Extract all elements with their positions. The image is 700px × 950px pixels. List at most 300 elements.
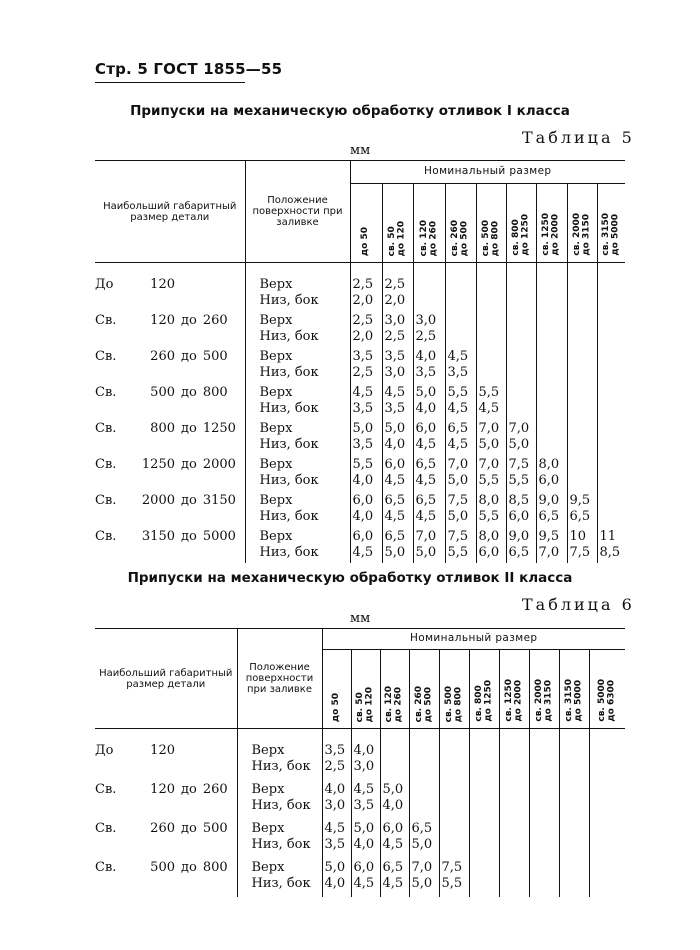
position-cell bbox=[245, 419, 350, 455]
allowance-bottom: 8,5 bbox=[599, 545, 621, 560]
position-bottom: Низ, бок bbox=[251, 798, 311, 813]
allowance-top: 8,5 bbox=[508, 493, 530, 508]
allowance-bottom: 5,5 bbox=[478, 473, 500, 488]
allowance-cell bbox=[567, 383, 597, 419]
allowance-top: 4,5 bbox=[353, 782, 375, 797]
allowance-cell bbox=[445, 527, 476, 563]
allowance-cell bbox=[350, 527, 382, 563]
allowance-top: 11 bbox=[599, 529, 617, 544]
allowance-top: 6,0 bbox=[352, 529, 374, 544]
allowance-bottom: 4,5 bbox=[447, 401, 469, 416]
allowance-bottom: 6,0 bbox=[478, 545, 500, 560]
size-prefix: Св. bbox=[95, 313, 117, 328]
allowance-cell bbox=[413, 383, 445, 419]
allowance-top: 3,5 bbox=[324, 743, 346, 758]
allowance-bottom: 6,5 bbox=[569, 509, 591, 524]
allowance-cell bbox=[380, 819, 409, 858]
size-column-header bbox=[322, 650, 351, 729]
allowance-bottom: 4,5 bbox=[352, 545, 374, 560]
allowance-bottom: 5,5 bbox=[478, 509, 500, 524]
size-column-label: св. 5000 до 6300 bbox=[596, 679, 617, 722]
allowance-bottom: 4,0 bbox=[415, 401, 437, 416]
allowance-cell bbox=[351, 729, 380, 781]
size-prefix: Св. bbox=[95, 421, 117, 436]
allowance-cell bbox=[409, 729, 439, 781]
allowance-cell bbox=[597, 347, 625, 383]
allowance-top: 7,5 bbox=[441, 860, 463, 875]
allowance-bottom: 3,0 bbox=[384, 365, 406, 380]
allowance-cell bbox=[499, 780, 529, 819]
size-column-label: св. 3150 до 5000 bbox=[600, 213, 621, 256]
position-bottom: Низ, бок bbox=[259, 509, 319, 524]
size-column-header bbox=[559, 650, 589, 729]
allowance-cell bbox=[597, 263, 625, 312]
allowance-top: 7,0 bbox=[415, 529, 437, 544]
size-column-header bbox=[439, 650, 469, 729]
size-column-header bbox=[445, 184, 476, 263]
allowance-cell bbox=[476, 263, 506, 312]
allowance-cell bbox=[567, 311, 597, 347]
allowance-top: 4,0 bbox=[353, 743, 375, 758]
size-to: 260 bbox=[202, 782, 228, 797]
allowance-cell bbox=[567, 263, 597, 312]
position-top: Верх bbox=[259, 385, 293, 400]
size-sep: до bbox=[181, 349, 197, 364]
size-sep: до bbox=[181, 457, 197, 472]
allowance-cell bbox=[559, 858, 589, 897]
allowance-bottom: 3,5 bbox=[352, 437, 374, 452]
allowance-bottom: 3,0 bbox=[353, 759, 375, 774]
size-to: 260 bbox=[202, 313, 228, 328]
allowance-cell bbox=[382, 491, 413, 527]
allowance-bottom: 5,0 bbox=[447, 473, 469, 488]
allowance-bottom: 2,5 bbox=[415, 329, 437, 344]
allowance-top: 9,5 bbox=[569, 493, 591, 508]
allowance-top: 5,5 bbox=[447, 385, 469, 400]
position-cell bbox=[245, 383, 350, 419]
size-prefix: Св. bbox=[95, 457, 117, 472]
allowance-top: 5,0 bbox=[382, 782, 404, 797]
allowance-top: 3,5 bbox=[384, 349, 406, 364]
size-column-header bbox=[476, 184, 506, 263]
allowance-top: 4,0 bbox=[324, 782, 346, 797]
allowance-top: 3,0 bbox=[384, 313, 406, 328]
allowance-bottom: 4,5 bbox=[415, 437, 437, 452]
allowance-top: 6,5 bbox=[415, 493, 437, 508]
allowance-top: 2,5 bbox=[384, 277, 406, 292]
allowance-bottom: 3,5 bbox=[384, 401, 406, 416]
allowance-bottom: 5,0 bbox=[508, 437, 530, 452]
size-column-label: св. 500 до 800 bbox=[443, 685, 463, 722]
allowance-bottom: 5,0 bbox=[411, 876, 433, 891]
allowance-cell bbox=[589, 729, 625, 781]
size-prefix: Св. bbox=[95, 529, 117, 544]
allowance-cell bbox=[413, 455, 445, 491]
allowance-cell bbox=[469, 858, 499, 897]
size-prefix: Св. bbox=[95, 860, 117, 875]
table5-label: Таблица 5 bbox=[522, 128, 635, 147]
allowance-bottom: 4,5 bbox=[384, 473, 406, 488]
allowance-cell bbox=[469, 729, 499, 781]
allowance-bottom: 4,0 bbox=[352, 509, 374, 524]
col-header-nominal-size: Номинальный размер bbox=[350, 161, 625, 184]
table-row bbox=[95, 858, 625, 897]
allowance-bottom: 4,5 bbox=[382, 837, 404, 852]
size-prefix: Св. bbox=[95, 385, 117, 400]
size-from: 800 bbox=[150, 421, 175, 436]
max-size-cell bbox=[95, 263, 245, 312]
allowance-bottom: 5,0 bbox=[447, 509, 469, 524]
allowance-cell bbox=[529, 858, 559, 897]
allowance-cell bbox=[506, 347, 536, 383]
position-cell bbox=[237, 780, 322, 819]
allowance-bottom: 3,5 bbox=[353, 798, 375, 813]
allowance-bottom: 5,0 bbox=[478, 437, 500, 452]
size-column-header bbox=[589, 650, 625, 729]
allowance-cell bbox=[499, 858, 529, 897]
allowance-bottom: 2,0 bbox=[352, 329, 374, 344]
position-cell bbox=[245, 311, 350, 347]
allowance-top: 5,0 bbox=[353, 821, 375, 836]
allowance-top: 6,5 bbox=[384, 493, 406, 508]
position-cell bbox=[245, 527, 350, 563]
size-from: 1250 bbox=[141, 457, 175, 472]
position-cell bbox=[245, 455, 350, 491]
max-size-cell bbox=[95, 455, 245, 491]
allowance-top: 5,5 bbox=[352, 457, 374, 472]
max-size-cell bbox=[95, 729, 237, 781]
allowance-cell bbox=[382, 383, 413, 419]
allowance-cell bbox=[536, 419, 567, 455]
allowance-cell bbox=[439, 780, 469, 819]
size-column-label: св. 2000 до 3150 bbox=[571, 213, 591, 256]
table6-unit: мм bbox=[350, 611, 371, 626]
max-size-cell bbox=[95, 780, 237, 819]
allowance-cell bbox=[322, 819, 351, 858]
allowance-cell bbox=[597, 527, 625, 563]
position-bottom: Низ, бок bbox=[259, 329, 319, 344]
position-top: Верх bbox=[259, 493, 293, 508]
max-size-cell bbox=[95, 347, 245, 383]
position-top: Верх bbox=[251, 782, 285, 797]
allowance-bottom: 4,0 bbox=[352, 473, 374, 488]
allowance-cell bbox=[350, 419, 382, 455]
allowance-cell bbox=[567, 419, 597, 455]
table-row bbox=[95, 729, 625, 781]
allowance-top: 5,0 bbox=[324, 860, 346, 875]
position-top: Верх bbox=[259, 313, 293, 328]
allowance-cell bbox=[351, 858, 380, 897]
allowance-top: 4,5 bbox=[352, 385, 374, 400]
allowance-cell bbox=[559, 780, 589, 819]
allowance-cell bbox=[476, 383, 506, 419]
allowance-top: 2,5 bbox=[352, 277, 374, 292]
size-column-label: св. 1250 до 2000 bbox=[541, 213, 561, 256]
allowance-cell bbox=[536, 347, 567, 383]
size-from: 3150 bbox=[141, 529, 175, 544]
allowance-cell bbox=[476, 311, 506, 347]
table-row bbox=[95, 383, 625, 419]
allowance-bottom: 4,5 bbox=[447, 437, 469, 452]
allowance-cell bbox=[445, 311, 476, 347]
allowance-top: 4,5 bbox=[384, 385, 406, 400]
max-size-cell bbox=[95, 819, 237, 858]
size-to: 5000 bbox=[202, 529, 236, 544]
allowance-cell bbox=[413, 263, 445, 312]
position-bottom: Низ, бок bbox=[259, 545, 319, 560]
allowance-bottom: 5,0 bbox=[384, 545, 406, 560]
size-from: 120 bbox=[150, 782, 175, 797]
allowance-cell bbox=[476, 347, 506, 383]
allowance-cell bbox=[559, 819, 589, 858]
size-column-label: св. 800 до 1250 bbox=[510, 214, 530, 256]
table-row bbox=[95, 491, 625, 527]
allowance-bottom: 6,5 bbox=[538, 509, 560, 524]
allowance-bottom: 5,0 bbox=[415, 545, 437, 560]
size-to: 800 bbox=[202, 385, 228, 400]
allowance-cell bbox=[445, 263, 476, 312]
table5-title: Припуски на механическую обработку отливок I класса bbox=[130, 103, 570, 119]
allowance-cell bbox=[439, 819, 469, 858]
size-to: 1250 bbox=[202, 421, 236, 436]
allowance-cell bbox=[476, 455, 506, 491]
allowance-cell bbox=[413, 491, 445, 527]
allowance-cell bbox=[536, 263, 567, 312]
allowance-cell bbox=[445, 455, 476, 491]
size-from: 260 bbox=[150, 349, 175, 364]
table-row bbox=[95, 527, 625, 563]
allowance-cell bbox=[476, 419, 506, 455]
allowance-cell bbox=[445, 491, 476, 527]
allowance-cell bbox=[536, 383, 567, 419]
size-prefix: Св. bbox=[95, 349, 117, 364]
position-top: Верх bbox=[251, 821, 285, 836]
size-sep: до bbox=[181, 421, 197, 436]
allowance-cell bbox=[439, 729, 469, 781]
allowance-top: 8,0 bbox=[478, 529, 500, 544]
allowance-bottom: 6,0 bbox=[508, 509, 530, 524]
allowance-bottom: 7,0 bbox=[538, 545, 560, 560]
position-bottom: Низ, бок bbox=[251, 759, 311, 774]
position-cell bbox=[237, 729, 322, 781]
table-row bbox=[95, 311, 625, 347]
allowance-top: 5,5 bbox=[478, 385, 500, 400]
size-column-header bbox=[597, 184, 625, 263]
allowance-bottom: 4,0 bbox=[382, 798, 404, 813]
allowance-cell bbox=[597, 419, 625, 455]
size-column-header bbox=[409, 650, 439, 729]
allowance-cell bbox=[589, 780, 625, 819]
size-column-header bbox=[382, 184, 413, 263]
allowance-top: 3,0 bbox=[415, 313, 437, 328]
allowance-cell bbox=[409, 780, 439, 819]
allowance-top: 6,0 bbox=[415, 421, 437, 436]
size-sep: до bbox=[181, 782, 197, 797]
allowance-top: 6,0 bbox=[384, 457, 406, 472]
allowance-bottom: 4,5 bbox=[382, 876, 404, 891]
allowance-top: 5,0 bbox=[384, 421, 406, 436]
table-row bbox=[95, 819, 625, 858]
allowance-top: 10 bbox=[569, 529, 587, 544]
size-prefix: Св. bbox=[95, 782, 117, 797]
max-size-cell bbox=[95, 858, 237, 897]
allowance-cell bbox=[597, 383, 625, 419]
col-header-max-size: Наибольший габаритный размер детали bbox=[95, 161, 245, 263]
allowance-cell bbox=[499, 819, 529, 858]
size-from: 260 bbox=[150, 821, 175, 836]
position-cell bbox=[245, 263, 350, 312]
size-from: 120 bbox=[150, 743, 175, 758]
allowance-cell bbox=[559, 729, 589, 781]
allowance-top: 6,0 bbox=[352, 493, 374, 508]
allowance-cell bbox=[506, 491, 536, 527]
allowance-cell bbox=[476, 527, 506, 563]
position-top: Верх bbox=[259, 457, 293, 472]
allowance-top: 7,5 bbox=[447, 493, 469, 508]
size-to: 2000 bbox=[202, 457, 236, 472]
allowance-cell bbox=[529, 819, 559, 858]
allowance-bottom: 4,5 bbox=[384, 509, 406, 524]
size-column-header bbox=[536, 184, 567, 263]
allowance-bottom: 3,5 bbox=[415, 365, 437, 380]
col-header-nominal-size: Номинальный размер bbox=[322, 629, 625, 650]
allowance-top: 6,5 bbox=[415, 457, 437, 472]
allowance-top: 5,0 bbox=[352, 421, 374, 436]
allowance-cell bbox=[322, 858, 351, 897]
allowance-top: 8,0 bbox=[478, 493, 500, 508]
allowance-cell bbox=[445, 347, 476, 383]
allowance-cell bbox=[382, 347, 413, 383]
allowance-cell bbox=[382, 527, 413, 563]
allowance-cell bbox=[413, 419, 445, 455]
size-column-header bbox=[529, 650, 559, 729]
size-column-label: св. 800 до 1250 bbox=[473, 680, 493, 722]
allowance-cell bbox=[589, 858, 625, 897]
allowance-cell bbox=[322, 729, 351, 781]
col-header-position: Положение поверхности при заливке bbox=[237, 629, 322, 729]
allowance-cell bbox=[529, 780, 559, 819]
allowance-cell bbox=[567, 347, 597, 383]
size-column-label: св. 50 до 120 bbox=[355, 686, 375, 722]
allowance-cell bbox=[536, 527, 567, 563]
allowance-top: 6,5 bbox=[384, 529, 406, 544]
position-top: Верх bbox=[251, 860, 285, 875]
size-from: 2000 bbox=[141, 493, 175, 508]
allowance-top: 5,0 bbox=[415, 385, 437, 400]
allowance-cell bbox=[439, 858, 469, 897]
size-column-label: св. 260 до 500 bbox=[413, 685, 433, 722]
allowance-cell bbox=[380, 858, 409, 897]
allowance-top: 7,0 bbox=[478, 421, 500, 436]
allowance-bottom: 2,0 bbox=[352, 293, 374, 308]
position-cell bbox=[237, 858, 322, 897]
allowance-top: 7,0 bbox=[411, 860, 433, 875]
position-top: Верх bbox=[259, 277, 293, 292]
allowance-cell bbox=[409, 858, 439, 897]
allowance-top: 7,5 bbox=[447, 529, 469, 544]
allowance-bottom: 3,0 bbox=[324, 798, 346, 813]
table-row bbox=[95, 419, 625, 455]
allowance-cell bbox=[350, 383, 382, 419]
position-cell bbox=[245, 491, 350, 527]
allowance-cell bbox=[506, 527, 536, 563]
table5-unit: мм bbox=[350, 143, 371, 158]
allowance-top: 7,0 bbox=[447, 457, 469, 472]
allowance-bottom: 7,5 bbox=[569, 545, 591, 560]
allowance-cell bbox=[597, 311, 625, 347]
allowance-top: 3,5 bbox=[352, 349, 374, 364]
allowance-top: 7,0 bbox=[478, 457, 500, 472]
allowance-bottom: 4,5 bbox=[415, 473, 437, 488]
allowance-cell bbox=[506, 263, 536, 312]
table-row bbox=[95, 455, 625, 491]
allowance-cell bbox=[413, 527, 445, 563]
position-top: Верх bbox=[259, 421, 293, 436]
allowance-cell bbox=[413, 311, 445, 347]
allowance-cell bbox=[409, 819, 439, 858]
allowance-cell bbox=[536, 491, 567, 527]
allowance-bottom: 6,5 bbox=[508, 545, 530, 560]
size-prefix: До bbox=[95, 277, 114, 292]
allowance-cell bbox=[506, 419, 536, 455]
position-bottom: Низ, бок bbox=[259, 293, 319, 308]
allowance-cell bbox=[350, 347, 382, 383]
allowance-top: 4,0 bbox=[415, 349, 437, 364]
allowance-cell bbox=[350, 491, 382, 527]
allowance-cell bbox=[382, 419, 413, 455]
size-prefix: До bbox=[95, 743, 114, 758]
size-column-header bbox=[351, 650, 380, 729]
size-column-header bbox=[469, 650, 499, 729]
allowance-bottom: 4,5 bbox=[478, 401, 500, 416]
size-column-label: св. 1250 до 2000 bbox=[503, 679, 523, 722]
allowance-cell bbox=[536, 455, 567, 491]
allowance-cell bbox=[499, 729, 529, 781]
table-5 bbox=[95, 160, 625, 563]
size-from: 120 bbox=[150, 313, 175, 328]
allowance-top: 6,0 bbox=[382, 821, 404, 836]
allowance-bottom: 5,5 bbox=[508, 473, 530, 488]
allowance-cell bbox=[350, 311, 382, 347]
allowance-bottom: 3,5 bbox=[447, 365, 469, 380]
allowance-bottom: 4,5 bbox=[415, 509, 437, 524]
size-from: 500 bbox=[150, 860, 175, 875]
size-prefix: Св. bbox=[95, 821, 117, 836]
position-bottom: Низ, бок bbox=[259, 401, 319, 416]
size-to: 800 bbox=[202, 860, 228, 875]
allowance-cell bbox=[351, 780, 380, 819]
allowance-bottom: 5,5 bbox=[441, 876, 463, 891]
header-rule bbox=[95, 82, 245, 83]
size-column-header bbox=[413, 184, 445, 263]
allowance-cell bbox=[506, 455, 536, 491]
allowance-bottom: 5,5 bbox=[447, 545, 469, 560]
allowance-cell bbox=[597, 491, 625, 527]
size-sep: до bbox=[181, 493, 197, 508]
size-sep: до bbox=[181, 821, 197, 836]
position-top: Верх bbox=[251, 743, 285, 758]
allowance-cell bbox=[469, 780, 499, 819]
allowance-cell bbox=[469, 819, 499, 858]
size-column-label: св. 120 до 260 bbox=[418, 219, 438, 256]
size-column-label: св. 500 до 800 bbox=[480, 219, 500, 256]
allowance-cell bbox=[350, 263, 382, 312]
allowance-cell bbox=[380, 729, 409, 781]
allowance-cell bbox=[413, 347, 445, 383]
size-column-label: св. 3150 до 5000 bbox=[563, 679, 583, 722]
allowance-cell bbox=[382, 455, 413, 491]
size-column-label: до 50 bbox=[360, 226, 371, 256]
